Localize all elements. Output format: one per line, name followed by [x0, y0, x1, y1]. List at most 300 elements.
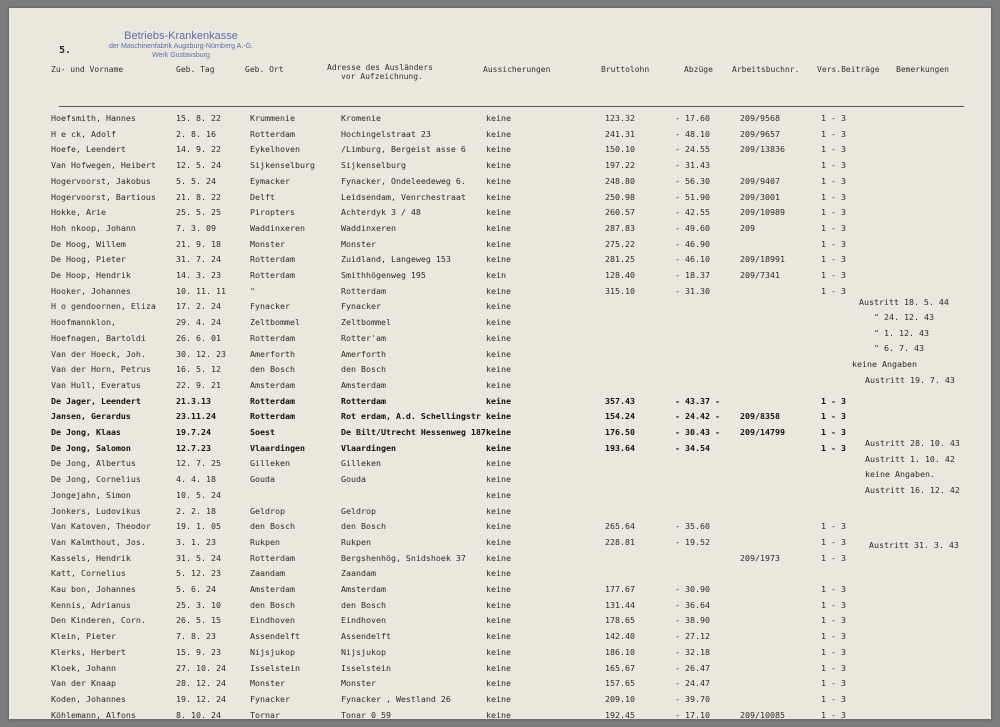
geb-tag-cell: 14. 9. 22 [176, 144, 221, 155]
geb-ort-cell: Sijkenselburg [250, 160, 315, 171]
remark-text: " 1. 12. 43 [874, 328, 929, 338]
geb-ort-cell: den Bosch [250, 599, 295, 610]
header-bruttolohn: Bruttolohn [601, 65, 650, 74]
address-cell: /Limburg, Bergeist asse 6 [341, 144, 466, 155]
geb-ort-cell: Amsterdam [250, 379, 295, 390]
abzuege-cell: - 51.90 [675, 191, 710, 202]
table-row [9, 315, 991, 330]
aussicherungen-cell: keine [486, 128, 511, 139]
name-cell: Van Katoven, Theodor [51, 521, 151, 532]
name-cell: De Jong, Klaas [51, 427, 121, 437]
table-row [9, 629, 991, 644]
address-cell: Sijkenselburg [341, 160, 406, 171]
header-name: Zu- und Vorname [51, 65, 124, 74]
name-cell: Van Kalmthout, Jos. [51, 536, 146, 547]
name-cell: De Jong, Cornelius [51, 474, 141, 485]
address-cell: Geldrop [341, 505, 376, 516]
remark-text: " 24. 12. 43 [874, 312, 934, 322]
address-cell: Fynacker , Westland 26 [341, 693, 451, 704]
arbeitsbuchnr-cell: 209/18991 [740, 254, 785, 265]
name-cell: Jonkers, Ludovikus [51, 505, 141, 516]
bruttolohn-cell: 150.10 [605, 144, 635, 155]
table-row [9, 127, 991, 142]
aussicherungen-cell: keine [486, 536, 511, 547]
table-row [9, 299, 991, 314]
address-cell: Gilleken [341, 458, 381, 469]
abzuege-cell: - 46.90 [675, 238, 710, 249]
geb-ort-cell: Monster [250, 678, 285, 689]
table-row [9, 645, 991, 660]
table-row [9, 708, 991, 723]
address-cell: Amsterdam [341, 379, 386, 390]
aussicherungen-cell: keine [486, 584, 511, 594]
name-cell: De Jager, Leendert [51, 395, 141, 406]
geb-ort-cell: Delft [250, 191, 275, 202]
bruttolohn-cell: 241.31 [605, 128, 635, 139]
aussicherungen-cell: keine [486, 631, 511, 642]
aussicherungen-cell: keine [486, 254, 511, 265]
abzuege-cell: - 46.10 [675, 254, 710, 265]
remark-text: Austritt 18. 5. 44 [859, 297, 949, 307]
versbeitraege-cell: 1 - 3 [821, 442, 846, 453]
abzuege-cell: - 42.55 [675, 207, 710, 218]
stamp-line-2: der Maschinenfabrik Augsburg-Nürnberg A.-G. [109, 43, 253, 50]
aussicherungen-cell: keine [486, 458, 511, 469]
geb-tag-cell: 26. 6. 01 [176, 332, 221, 343]
address-cell: Amerforth [341, 348, 386, 359]
remark-text: keine Angaben [852, 359, 917, 369]
name-cell: Hogervoorst, Jakobus [51, 175, 151, 186]
aussicherungen-cell: kein [486, 270, 506, 280]
table-row [9, 519, 991, 534]
geb-ort-cell: Assendelft [250, 631, 300, 642]
address-cell: Waddinxeren [341, 222, 396, 233]
address-cell: Rotter'am [341, 332, 386, 343]
abzuege-cell: - 56.30 [675, 175, 710, 186]
geb-ort-cell: Rukpen [250, 536, 280, 547]
address-cell: Smithhögenweg 195 [341, 270, 426, 280]
table-row [9, 347, 991, 362]
bruttolohn-cell: 228.81 [605, 536, 635, 547]
versbeitraege-cell: 1 - 3 [821, 709, 846, 720]
header-adresse-1: Adresse des Ausländers [327, 63, 433, 72]
header-rule [59, 106, 964, 107]
table-row [9, 237, 991, 252]
bruttolohn-cell: 157.65 [605, 678, 635, 689]
geb-tag-cell: 7. 8. 23 [176, 631, 216, 642]
name-cell: De Hoop, Hendrik [51, 270, 131, 280]
versbeitraege-cell: 1 - 3 [821, 254, 846, 265]
name-cell: Van Hofwegen, Heibert [51, 160, 156, 171]
geb-ort-cell: Eindhoven [250, 615, 295, 626]
table-row [9, 205, 991, 220]
arbeitsbuchnr-cell: 209 [740, 222, 755, 233]
arbeitsbuchnr-cell: 209/9568 [740, 113, 780, 123]
aussicherungen-cell: keine [486, 427, 511, 437]
address-cell: den Bosch [341, 599, 386, 610]
geb-ort-cell: Gilleken [250, 458, 290, 469]
header-aussicherungen: Aussicherungen [483, 65, 551, 74]
address-cell: den Bosch [341, 364, 386, 375]
name-cell: Koden, Johannes [51, 693, 126, 704]
geb-tag-cell: 23.11.24 [176, 411, 216, 422]
bruttolohn-cell: 192.45 [605, 709, 635, 720]
document-page [9, 8, 991, 719]
geb-tag-cell: 21.3.13 [176, 395, 211, 406]
name-cell: Hooker, Johannes [51, 285, 131, 296]
address-cell: Rotterdam [341, 395, 386, 406]
header-geb-tag: Geb. Tag [176, 65, 215, 74]
abzuege-cell: - 26.47 [675, 662, 710, 673]
geb-ort-cell: Amerforth [250, 348, 295, 359]
geb-tag-cell: 16. 5. 12 [176, 364, 221, 375]
geb-tag-cell: 29. 4. 24 [176, 317, 221, 328]
geb-ort-cell: Eykelhoven [250, 144, 300, 155]
name-cell: Kennis, Adrianus [51, 599, 131, 610]
bruttolohn-cell: 123.32 [605, 113, 635, 123]
geb-tag-cell: 19. 12. 24 [176, 693, 226, 704]
abzuege-cell: - 17.10 [675, 709, 710, 720]
abzuege-cell: - 38.90 [675, 615, 710, 626]
abzuege-cell: - 32.18 [675, 646, 710, 657]
aussicherungen-cell: keine [486, 379, 511, 390]
stamp-line-1: Betriebs-Krankenkasse [124, 30, 238, 42]
remark-text: " 6. 7. 43 [874, 343, 924, 353]
aussicherungen-cell: keine [486, 693, 511, 704]
aussicherungen-cell: keine [486, 348, 511, 359]
geb-ort-cell: Rotterdam [250, 332, 295, 343]
aussicherungen-cell: keine [486, 599, 511, 610]
geb-tag-cell: 5. 6. 24 [176, 584, 216, 594]
aussicherungen-cell: keine [486, 238, 511, 249]
geb-ort-cell: Zeltbommel [250, 317, 300, 328]
aussicherungen-cell: keine [486, 222, 511, 233]
geb-ort-cell: Rotterdam [250, 552, 295, 563]
aussicherungen-cell: keine [486, 615, 511, 626]
table-row [9, 111, 991, 126]
bruttolohn-cell: 154.24 [605, 411, 635, 422]
geb-tag-cell: 19.7.24 [176, 427, 211, 437]
geb-tag-cell: 25. 5. 25 [176, 207, 221, 218]
versbeitraege-cell: 1 - 3 [821, 427, 846, 437]
name-cell: Van der Hoeck, Joh. [51, 348, 146, 359]
aussicherungen-cell: keine [486, 489, 511, 500]
name-cell: De Hoog, Willem [51, 238, 126, 249]
versbeitraege-cell: 1 - 3 [821, 678, 846, 689]
versbeitraege-cell: 1 - 3 [821, 584, 846, 594]
table-row [9, 425, 991, 440]
geb-tag-cell: 10. 11. 11 [176, 285, 226, 296]
versbeitraege-cell: 1 - 3 [821, 222, 846, 233]
versbeitraege-cell: 1 - 3 [821, 144, 846, 155]
arbeitsbuchnr-cell: 209/14799 [740, 427, 785, 437]
name-cell: Kassels, Hendrik [51, 552, 131, 563]
aussicherungen-cell: keine [486, 301, 511, 312]
bruttolohn-cell: 260.57 [605, 207, 635, 218]
versbeitraege-cell: 1 - 3 [821, 693, 846, 704]
geb-tag-cell: 30. 12. 23 [176, 348, 226, 359]
geb-tag-cell: 4. 4. 18 [176, 474, 216, 485]
geb-ort-cell: den Bosch [250, 364, 295, 375]
geb-tag-cell: 14. 3. 23 [176, 270, 221, 280]
table-row [9, 378, 991, 393]
bruttolohn-cell: 281.25 [605, 254, 635, 265]
aussicherungen-cell: keine [486, 411, 511, 422]
geb-ort-cell: Rotterdam [250, 395, 295, 406]
address-cell: Zuidland, Langeweg 153 [341, 254, 451, 265]
geb-ort-cell: Rotterdam [250, 411, 295, 422]
aussicherungen-cell: keine [486, 662, 511, 673]
geb-tag-cell: 31. 7. 24 [176, 254, 221, 265]
versbeitraege-cell: 1 - 3 [821, 599, 846, 610]
table-row [9, 268, 991, 283]
address-cell: Amsterdam [341, 584, 386, 594]
geb-tag-cell: 21. 8. 22 [176, 191, 221, 202]
name-cell: De Jong, Salomon [51, 442, 131, 453]
aussicherungen-cell: keine [486, 207, 511, 218]
remark-text: Austritt 1. 10. 42 [865, 454, 955, 464]
abzuege-cell: - 19.52 [675, 536, 710, 547]
aussicherungen-cell: keine [486, 474, 511, 485]
bruttolohn-cell: 178.65 [605, 615, 635, 626]
geb-ort-cell: Isselstein [250, 662, 300, 673]
geb-tag-cell: 12.7.23 [176, 442, 211, 453]
abzuege-cell: - 27.12 [675, 631, 710, 642]
header-arbeitsbuchnr: Arbeitsbuchnr. [732, 65, 800, 74]
geb-ort-cell: Fynacker [250, 301, 290, 312]
versbeitraege-cell: 1 - 3 [821, 631, 846, 642]
geb-ort-cell: Eymacker [250, 175, 290, 186]
remark-text: keine Angaben. [865, 469, 935, 479]
geb-tag-cell: 12. 5. 24 [176, 160, 221, 171]
table-row [9, 582, 991, 597]
address-cell: Monster [341, 238, 376, 249]
geb-tag-cell: 7. 3. 09 [176, 222, 216, 233]
versbeitraege-cell: 1 - 3 [821, 536, 846, 547]
geb-ort-cell: Zaandam [250, 568, 285, 579]
address-cell: Kromenie [341, 113, 381, 123]
abzuege-cell: - 34.54 [675, 442, 710, 453]
geb-ort-cell: den Bosch [250, 521, 295, 532]
versbeitraege-cell: 1 - 3 [821, 662, 846, 673]
geb-tag-cell: 5. 5. 24 [176, 175, 216, 186]
header-geb-ort: Geb. Ort [245, 65, 284, 74]
name-cell: Jongejahn, Simon [51, 489, 131, 500]
remark-text: Austritt 19. 7. 43 [865, 375, 955, 385]
address-cell: Vlaardingen [341, 442, 396, 453]
name-cell: Hoefsmith, Hannes [51, 113, 136, 123]
arbeitsbuchnr-cell: 209/8358 [740, 411, 780, 422]
name-cell: H e ck, Adolf [51, 128, 116, 139]
geb-ort-cell: Gouda [250, 474, 275, 485]
arbeitsbuchnr-cell: 209/1973 [740, 552, 780, 563]
address-cell: Fynacker, Ondeleedeweg 6. [341, 175, 466, 186]
remark-text: Austritt 28. 10. 43 [865, 438, 960, 448]
name-cell: Kloek, Johann [51, 662, 116, 673]
versbeitraege-cell: 1 - 3 [821, 270, 846, 280]
abzuege-cell: - 49.60 [675, 222, 710, 233]
header-bemerkungen: Bemerkungen [896, 65, 949, 74]
aussicherungen-cell: keine [486, 709, 511, 720]
versbeitraege-cell: 1 - 3 [821, 175, 846, 186]
geb-ort-cell: Monster [250, 238, 285, 249]
geb-tag-cell: 19. 1. 05 [176, 521, 221, 532]
table-row [9, 535, 991, 550]
abzuege-cell: - 30.43 - [675, 427, 720, 437]
geb-tag-cell: 28. 12. 24 [176, 678, 226, 689]
geb-tag-cell: 31. 5. 24 [176, 552, 221, 563]
header-abzuege: Abzüge [684, 65, 713, 74]
geb-tag-cell: 5. 12. 23 [176, 568, 221, 579]
name-cell: De Jong, Albertus [51, 458, 136, 469]
aussicherungen-cell: keine [486, 568, 511, 579]
table-row [9, 692, 991, 707]
abzuege-cell: - 30.90 [675, 584, 710, 594]
header-versbeitraege: Vers.Beiträge [817, 65, 880, 74]
stamp-line-3: Werk Gustavsburg [152, 52, 210, 59]
company-stamp [109, 31, 253, 60]
bruttolohn-cell: 250.98 [605, 191, 635, 202]
bruttolohn-cell: 209.10 [605, 693, 635, 704]
geb-ort-cell: Rotterdam [250, 128, 295, 139]
table-row [9, 504, 991, 519]
arbeitsbuchnr-cell: 209/13836 [740, 144, 785, 155]
name-cell: Hoh nkoop, Johann [51, 222, 136, 233]
bruttolohn-cell: 176.50 [605, 427, 635, 437]
abzuege-cell: - 31.43 [675, 160, 710, 171]
versbeitraege-cell: 1 - 3 [821, 113, 846, 123]
address-cell: Fynacker [341, 301, 381, 312]
arbeitsbuchnr-cell: 209/3001 [740, 191, 780, 202]
arbeitsbuchnr-cell: 209/10085 [740, 709, 785, 720]
table-row [9, 598, 991, 613]
geb-tag-cell: 8. 10. 24 [176, 709, 221, 720]
name-cell: Van Hull, Everatus [51, 379, 141, 390]
geb-ort-cell: Fynacker [250, 693, 290, 704]
name-cell: Katt, Cornelius [51, 568, 126, 579]
aussicherungen-cell: keine [486, 160, 511, 171]
table-row [9, 472, 991, 487]
table-row [9, 158, 991, 173]
aussicherungen-cell: keine [486, 521, 511, 532]
address-cell: Zeltbommel [341, 317, 391, 328]
geb-ort-cell: Krummenie [250, 113, 295, 123]
name-cell: Köhlemann, Alfons [51, 709, 136, 720]
versbeitraege-cell: 1 - 3 [821, 207, 846, 218]
aussicherungen-cell: keine [486, 175, 511, 186]
geb-ort-cell: Rotterdam [250, 270, 295, 280]
address-cell: Achterdyk 3 / 48 [341, 207, 421, 218]
versbeitraege-cell: 1 - 3 [821, 191, 846, 202]
aussicherungen-cell: keine [486, 191, 511, 202]
header-adresse-2: vor Aufzeichnung. [341, 72, 423, 81]
table-row [9, 441, 991, 456]
name-cell: Hokke, Arie [51, 207, 106, 218]
aussicherungen-cell: keine [486, 395, 511, 406]
bruttolohn-cell: 275.22 [605, 238, 635, 249]
versbeitraege-cell: 1 - 3 [821, 395, 846, 406]
aussicherungen-cell: keine [486, 317, 511, 328]
table-row [9, 456, 991, 471]
table-row [9, 566, 991, 581]
remark-text: Austritt 16. 12. 42 [865, 485, 960, 495]
name-cell: Jansen, Gerardus [51, 411, 131, 422]
aussicherungen-cell: keine [486, 678, 511, 689]
name-cell: Klerks, Herbert [51, 646, 126, 657]
address-cell: Leidsendam, Venrchestraat [341, 191, 466, 202]
geb-tag-cell: 3. 1. 23 [176, 536, 216, 547]
table-row [9, 676, 991, 691]
address-cell: Zaandam [341, 568, 376, 579]
versbeitraege-cell: 1 - 3 [821, 238, 846, 249]
table-row [9, 551, 991, 566]
aussicherungen-cell: keine [486, 113, 511, 123]
address-cell: De Bilt/Utrecht Hessenweg 187 [341, 427, 486, 437]
abzuege-cell: - 48.10 [675, 128, 710, 139]
geb-tag-cell: 22. 9. 21 [176, 379, 221, 390]
geb-ort-cell: Piropters [250, 207, 295, 218]
table-row [9, 190, 991, 205]
abzuege-cell: - 24.47 [675, 678, 710, 689]
geb-tag-cell: 12. 7. 25 [176, 458, 221, 469]
table-row [9, 142, 991, 157]
bruttolohn-cell: 177.67 [605, 584, 635, 594]
versbeitraege-cell: 1 - 3 [821, 411, 846, 422]
arbeitsbuchnr-cell: 209/7341 [740, 270, 780, 280]
geb-tag-cell: 2. 8. 16 [176, 128, 216, 139]
table-row [9, 613, 991, 628]
arbeitsbuchnr-cell: 209/10989 [740, 207, 785, 218]
geb-ort-cell: Geldrop [250, 505, 285, 516]
versbeitraege-cell: 1 - 3 [821, 128, 846, 139]
geb-tag-cell: 26. 5. 15 [176, 615, 221, 626]
bruttolohn-cell: 287.83 [605, 222, 635, 233]
geb-tag-cell: 17. 2. 24 [176, 301, 221, 312]
geb-tag-cell: 15. 8. 22 [176, 113, 221, 123]
aussicherungen-cell: keine [486, 332, 511, 343]
versbeitraege-cell: 1 - 3 [821, 646, 846, 657]
table-row [9, 362, 991, 377]
address-cell: Isselstein [341, 662, 391, 673]
name-cell: H o gendoornen, Eliza [51, 301, 156, 312]
abzuege-cell: - 24.55 [675, 144, 710, 155]
address-cell: den Bosch [341, 521, 386, 532]
address-cell: Rotterdam [341, 285, 386, 296]
name-cell: Hoefnagen, Bartoldi [51, 332, 146, 343]
versbeitraege-cell: 1 - 3 [821, 552, 846, 563]
geb-tag-cell: 2. 2. 18 [176, 505, 216, 516]
geb-tag-cell: 15. 9. 23 [176, 646, 221, 657]
name-cell: Hoofmannklon, [51, 317, 116, 328]
aussicherungen-cell: keine [486, 364, 511, 375]
arbeitsbuchnr-cell: 209/9657 [740, 128, 780, 139]
geb-ort-cell: Amsterdam [250, 584, 295, 594]
versbeitraege-cell: 1 - 3 [821, 285, 846, 296]
abzuege-cell: - 31.30 [675, 285, 710, 296]
abzuege-cell: - 43.37 - [675, 395, 720, 406]
geb-ort-cell: Tornar [250, 709, 280, 720]
name-cell: Hoefe, Leendert [51, 144, 126, 155]
geb-ort-cell: Rotterdam [250, 254, 295, 265]
geb-ort-cell: Soest [250, 427, 275, 437]
bruttolohn-cell: 357.43 [605, 395, 635, 406]
address-cell: Rukpen [341, 536, 371, 547]
bruttolohn-cell: 193.64 [605, 442, 635, 453]
name-cell: Hogervoorst, Bartious [51, 191, 156, 202]
table-row [9, 221, 991, 236]
versbeitraege-cell: 1 - 3 [821, 615, 846, 626]
bruttolohn-cell: 165.67 [605, 662, 635, 673]
